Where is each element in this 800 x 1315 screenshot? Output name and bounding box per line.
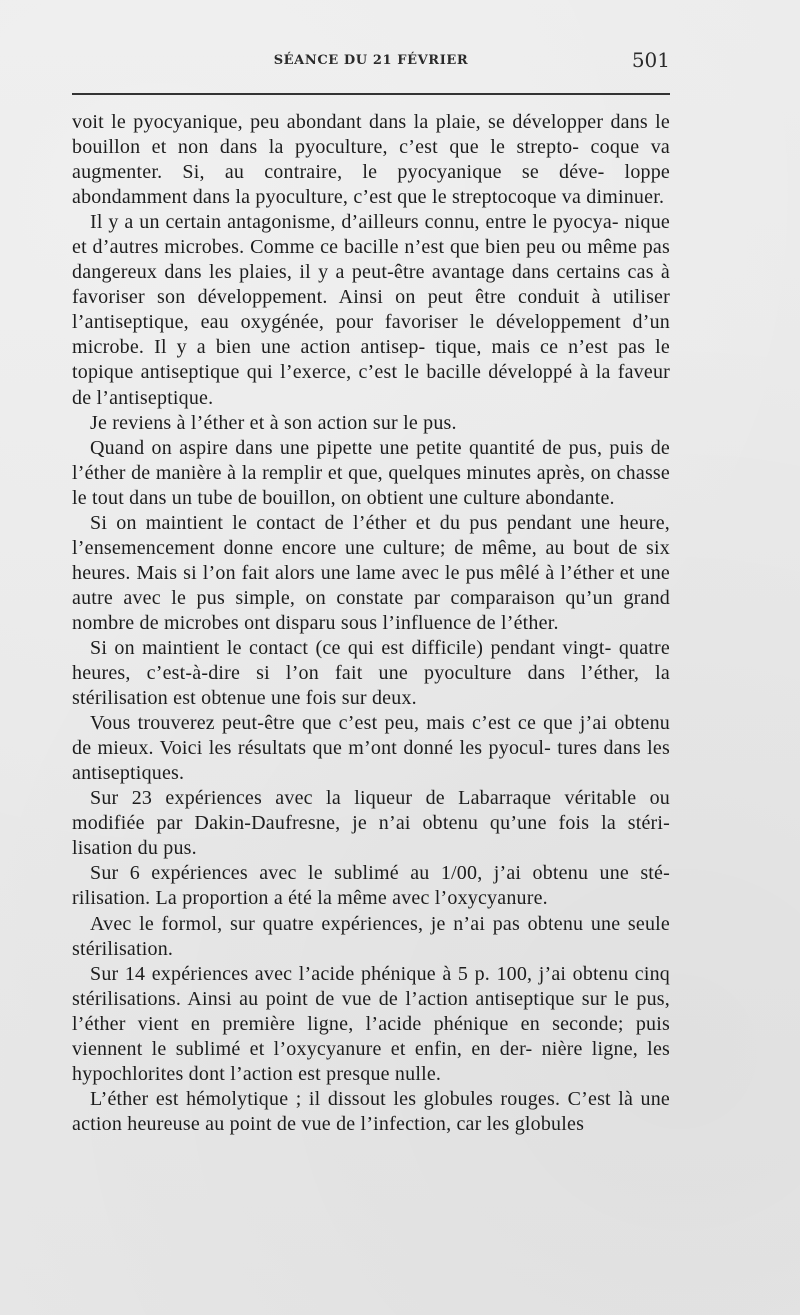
paragraph-10: Avec le formol, sur quatre expériences, je n’ai pas obtenu une seule stérilisation. <box>72 912 670 960</box>
paragraph-1: voit le pyocyanique, peu abondant dans la plaie, se développer dans le bouillon et non dans la pyoculture, c’est que le strepto- coque va augmenter. Si, au contraire, le pyocyanique se déve- loppe abondamment dans la pyoculture, c’est que le streptocoque va diminuer. <box>72 111 670 209</box>
body-text <box>72 110 670 1137</box>
paragraph-7: Vous trouverez peut-être que c’est peu, mais c’est ce que j’ai obtenu de mieux. Voici les résultats que m’ont donné les pyocul- tures dans les antiseptiques. <box>72 712 670 785</box>
page-header <box>72 46 670 76</box>
header-rule <box>72 93 670 95</box>
paragraph-8: Sur 23 expériences avec la liqueur de Labarraque véritable ou modifiée par Dakin-Daufresne, je n’ai obtenu qu’une fois la stéri- lisation du pus. <box>72 787 670 860</box>
paragraph-3: Je reviens à l’éther et à son action sur le pus. <box>90 411 457 434</box>
paragraph-6: Si on maintient le contact (ce qui est difficile) pendant vingt- quatre heures, c’est-à-dire si l’on fait une pyoculture dans l’éther, la stérilisation est obtenue une fois sur deux. <box>72 636 670 710</box>
paragraph-11: Sur 14 expériences avec l’acide phénique à 5 p. 100, j’ai obtenu cinq stérilisations. Ainsi au point de vue de l’action antiseptique sur le pus, l’éther vient en première ligne, l’acide phénique en seconde; puis viennent le sublimé et l’oxycyanure et enfin, en der- nière ligne, les hypochlorites dont l’action est presque nulle. <box>72 962 670 1085</box>
paragraph-9: Sur 6 expériences avec le sublimé au 1/00, j’ai obtenu une sté- rilisation. La proportion a été la même avec l’oxycyanure. <box>72 862 670 910</box>
running-title: SÉANCE DU 21 FÉVRIER <box>273 53 469 68</box>
paragraph-12: L’éther est hémolytique ; il dissout les globules rouges. C’est là une action heureuse au point de vue de l’infection, car les globules <box>72 1087 670 1135</box>
paragraph-2: Il y a un certain antagonisme, d’ailleurs connu, entre le pyocya- nique et d’autres microbes. Comme ce bacille n’est que bien peu ou même pas dangereux dans les plaies, il y a peut-être avantage dans certains cas à favoriser son développement. Ainsi on peut être conduit à utiliser l’antiseptique, eau oxygénée, pour favoriser le développement d’un microbe. Il y a bien une action antisep- tique, mais ce n’est pas le topique antiseptique qui l’exerce, c’est le bacille développé à la faveur de l’antiseptique. <box>72 211 670 409</box>
paragraph-4: Quand on aspire dans une pipette une petite quantité de pus, puis de l’éther de manière à la remplir et que, quelques minutes après, on chasse le tout dans un tube de bouillon, on obtient une culture abondante. <box>72 436 670 509</box>
page-number: 501 <box>631 48 670 72</box>
paragraph-5: Si on maintient le contact de l’éther et du pus pendant une heure, l’ensemencement donne encore une culture; de même, au bout de six heures. Mais si l’on fait alors une lame avec le pus mêlé à l’éther et une autre avec le pus simple, on constate par comparaison qu’un grand nombre de microbes ont disparu sous l’influence de l’éther. <box>72 511 670 634</box>
